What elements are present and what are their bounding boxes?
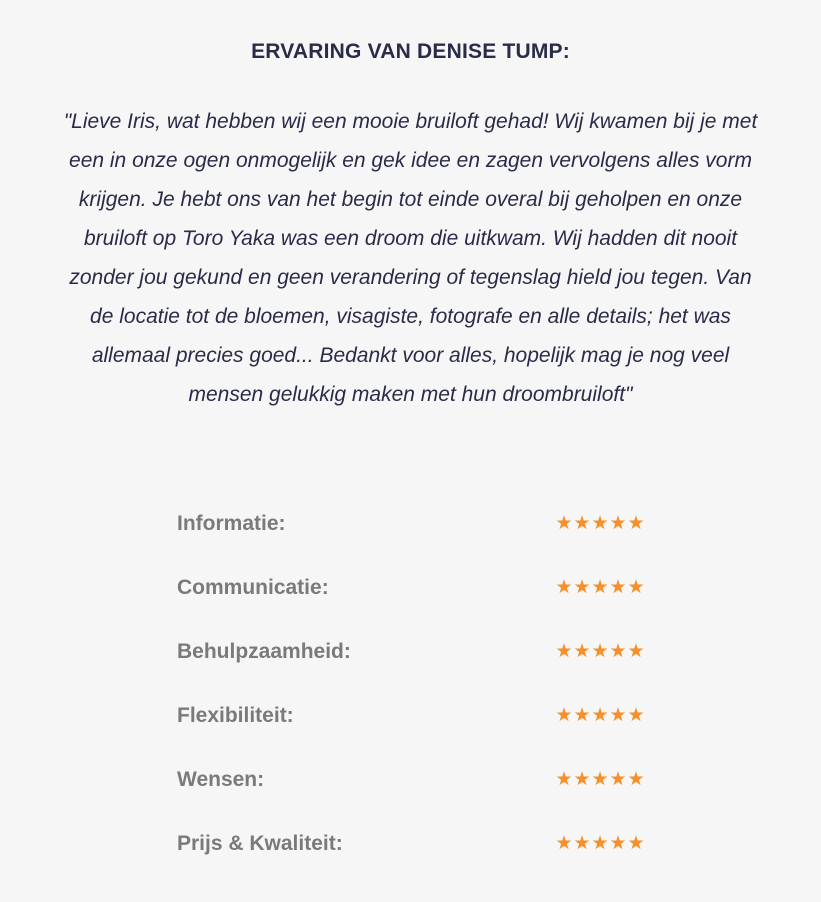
star-icon: ★ xyxy=(555,641,573,662)
rating-label: Behulpzaamheid: xyxy=(177,640,351,663)
rating-stars xyxy=(555,832,645,856)
star-icon: ★ xyxy=(627,513,645,534)
star-icon: ★ xyxy=(609,641,627,662)
star-icon: ★ xyxy=(573,833,591,854)
review-quote: "Lieve Iris, wat hebben wij een mooie bruiloft gehad! Wij kwamen bij je met een in onze ogen onmogelijk en gek idee en zagen vervolgens alles vorm krijgen. Je hebt ons van het begin tot einde overal bij geholpen en onze bruiloft op Toro Yaka was een droom die uitkwam. Wij hadden dit nooit zonder jou gekund en geen verandering of tegenslag hield jou tegen. Van de locatie tot de bloemen, visagiste, fotografe en alle details; het was allemaal precies goed... Bedankt voor alles, hopelijk mag je nog veel mensen gelukkig maken met hun droombruiloft" xyxy=(63,110,758,406)
rating-label: Prijs & Kwaliteit: xyxy=(177,832,343,855)
rating-row xyxy=(0,564,821,628)
star-icon: ★ xyxy=(627,641,645,662)
star-icon: ★ xyxy=(555,513,573,534)
star-icon: ★ xyxy=(555,769,573,790)
star-icon: ★ xyxy=(609,833,627,854)
star-icon: ★ xyxy=(609,577,627,598)
star-icon: ★ xyxy=(573,577,591,598)
review-title: ERVARING VAN DENISE TUMP: xyxy=(251,40,570,63)
rating-row xyxy=(0,756,821,820)
star-icon: ★ xyxy=(627,705,645,726)
star-icon: ★ xyxy=(609,769,627,790)
star-icon: ★ xyxy=(591,705,609,726)
star-icon: ★ xyxy=(555,705,573,726)
rating-label: Flexibiliteit: xyxy=(177,704,294,727)
rating-stars xyxy=(555,640,645,664)
star-icon: ★ xyxy=(627,769,645,790)
star-icon: ★ xyxy=(555,833,573,854)
rating-row xyxy=(0,692,821,756)
star-icon: ★ xyxy=(591,641,609,662)
rating-row xyxy=(0,820,821,884)
rating-stars xyxy=(555,768,645,792)
rating-stars xyxy=(555,704,645,728)
star-icon: ★ xyxy=(609,705,627,726)
star-icon: ★ xyxy=(573,705,591,726)
rating-label: Wensen: xyxy=(177,768,265,791)
star-icon: ★ xyxy=(591,833,609,854)
ratings-list xyxy=(0,500,821,884)
star-icon: ★ xyxy=(591,513,609,534)
star-icon: ★ xyxy=(573,641,591,662)
star-icon: ★ xyxy=(555,577,573,598)
rating-label: Communicatie: xyxy=(177,576,329,599)
rating-row xyxy=(0,500,821,564)
star-icon: ★ xyxy=(573,513,591,534)
star-icon: ★ xyxy=(573,769,591,790)
star-icon: ★ xyxy=(591,769,609,790)
star-icon: ★ xyxy=(627,577,645,598)
star-icon: ★ xyxy=(609,513,627,534)
star-icon: ★ xyxy=(627,833,645,854)
rating-row xyxy=(0,628,821,692)
rating-stars xyxy=(555,576,645,600)
rating-label: Informatie: xyxy=(177,512,286,535)
star-icon: ★ xyxy=(591,577,609,598)
rating-stars xyxy=(555,512,645,536)
